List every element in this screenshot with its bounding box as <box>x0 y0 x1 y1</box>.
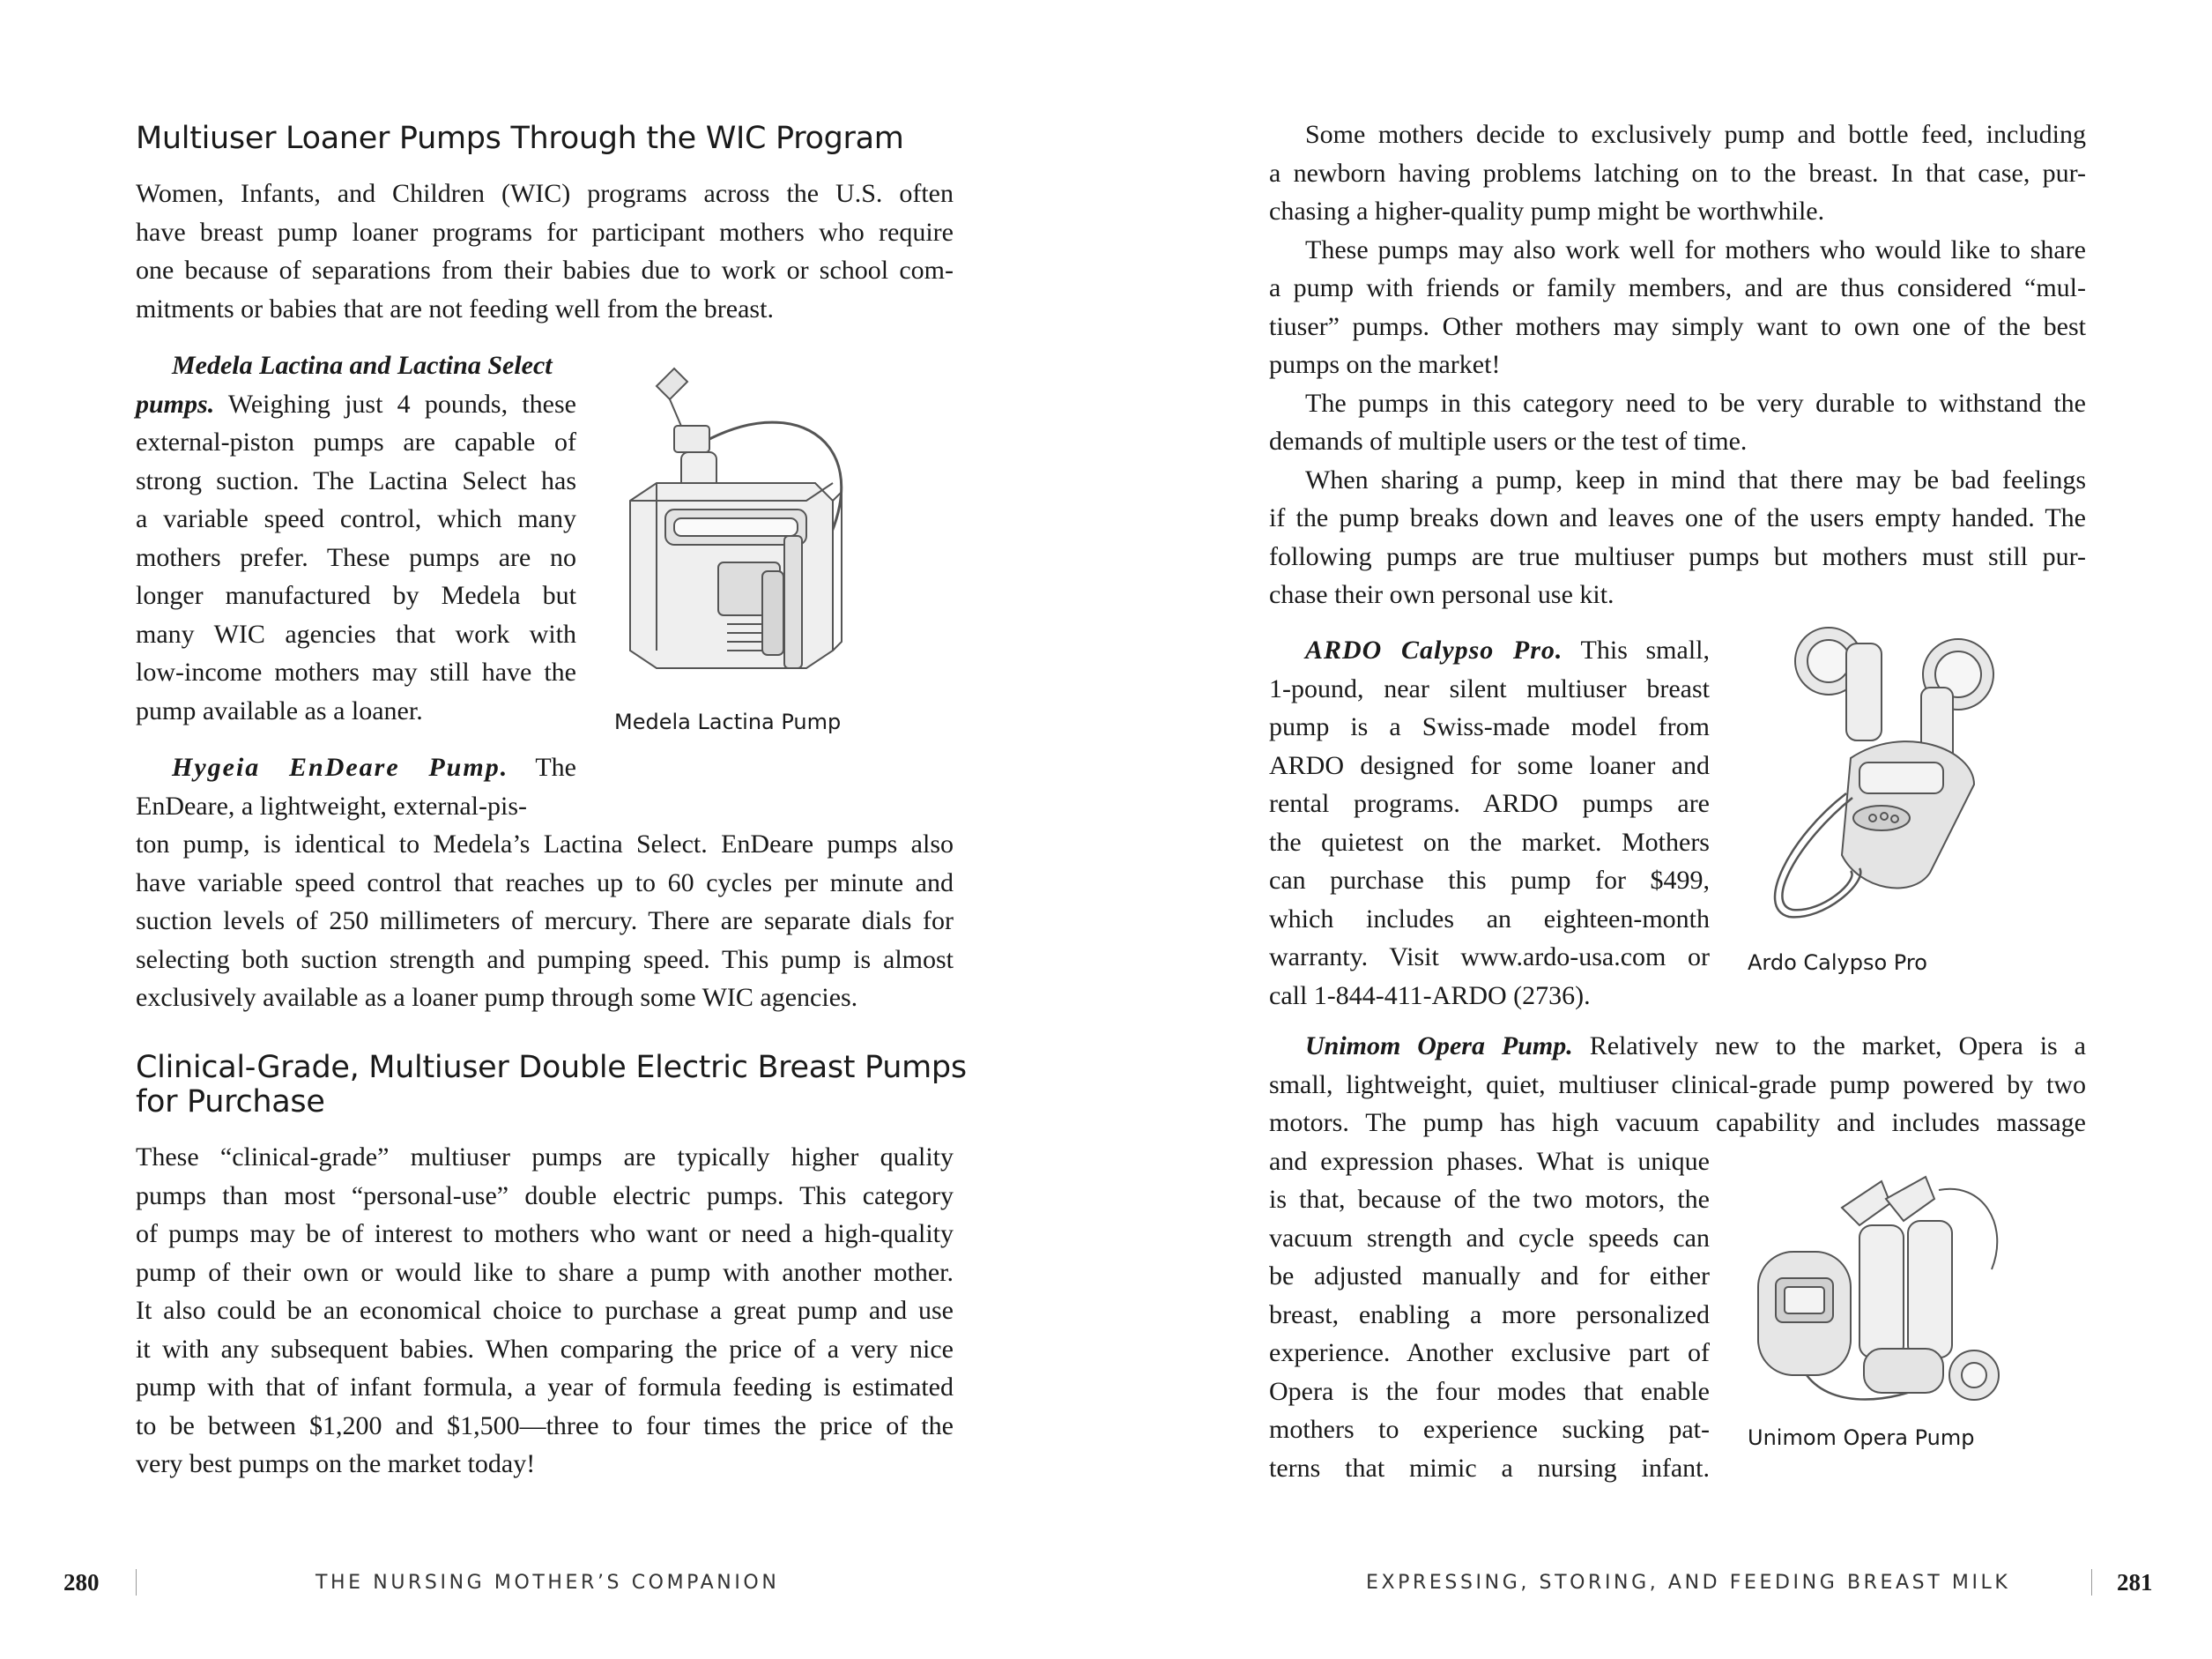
text-line: have breast pump loaner programs for participant mothers who require <box>136 217 954 247</box>
paragraph-ardo <box>1269 631 1710 1015</box>
text-line: The pumps in this category need to be very durable to withstand the <box>1305 388 2086 418</box>
text-line: it with any subsequent babies. When comparing the price of a very nice <box>136 1334 954 1364</box>
caption-unimom: Unimom Opera Pump <box>1748 1425 1975 1450</box>
text-line: ARDO designed for some loaner and <box>1269 750 1710 780</box>
text-line: one because of separations from their babies due to work or school com- <box>136 256 954 285</box>
paragraph-wic <box>136 175 954 328</box>
text-line: small, lightweight, quiet, multiuser clinical-grade pump powered by two <box>1269 1069 2086 1099</box>
text-line: It also could be an economical choice to purchase a great pump and use <box>136 1296 954 1325</box>
text-line: tiuser” pumps. Other mothers may simply want to own one of the best <box>1269 311 2086 341</box>
medela-lactina-pump-image <box>621 360 912 686</box>
text-line: if the pump breaks down and leaves one of the users empty handed. The <box>1269 503 2086 532</box>
text-line: rental programs. ARDO pumps are <box>1269 789 1710 818</box>
text-line: have variable speed control that reaches up to 60 cycles per minute and <box>136 867 954 897</box>
page-number-right: 281 <box>2117 1569 2153 1596</box>
text-line: These “clinical-grade” multiuser pumps are typically higher quality <box>136 1142 954 1172</box>
text-line: a variable speed control, which many <box>136 504 576 533</box>
text-line: These pumps may also work well for mothers who would like to share <box>1305 234 2086 264</box>
text-line: When sharing a pump, keep in mind that there may be bad feelings <box>1305 465 2086 495</box>
paragraph-hygeia <box>136 748 954 1017</box>
text-line: mothers to experience sucking pat- <box>1269 1415 1710 1444</box>
text-line <box>1269 1027 2086 1066</box>
text-line <box>136 385 576 424</box>
section-heading-wic: Multiuser Loaner Pumps Through the WIC Program <box>136 121 904 156</box>
text-line: experience. Another exclusive part of <box>1269 1338 1710 1367</box>
text-line <box>1269 631 1710 670</box>
text-line: motors. The pump has high vacuum capability and includes massage <box>1269 1108 2086 1137</box>
product-title-ardo: ARDO Calypso Pro. <box>1305 636 1563 665</box>
text-line: many WIC agencies that work with <box>136 619 576 649</box>
text-line: of pumps may be of interest to mothers who want or need a high-quality <box>136 1219 954 1248</box>
text-line: terns that mimic a nursing infant. <box>1269 1453 1710 1483</box>
caption-ardo: Ardo Calypso Pro <box>1748 950 1927 975</box>
running-head-left: THE NURSING MOTHER’S COMPANION <box>315 1572 780 1594</box>
text-line: to be between $1,200 and $1,500—three to four times the price of the <box>136 1410 954 1440</box>
text-line: Some mothers decide to exclusively pump and bottle feed, including <box>1305 120 2086 149</box>
running-head-right: EXPRESSING, STORING, AND FEEDING BREAST MILK <box>1366 1572 2011 1594</box>
text-line: mothers prefer. These pumps are no <box>136 542 576 572</box>
text-span: Relatively new to the market, Opera is a <box>1589 1031 2086 1060</box>
text-line: warranty. Visit www.ardo-usa.com or <box>1269 942 1710 971</box>
text-line: suction levels of 250 millimeters of mercury. There are separate dials for <box>136 906 954 935</box>
text-line: demands of multiple users or the test of time. <box>1269 427 1748 456</box>
paragraph-clinical <box>136 1138 954 1484</box>
heading-line: for Purchase <box>136 1084 325 1120</box>
footer-divider <box>2091 1569 2092 1596</box>
medela-lactina-pump-drawing <box>621 360 912 686</box>
text-line <box>136 748 576 787</box>
text-line: and expression phases. What is unique <box>1269 1146 1710 1176</box>
product-title-medela: Medela Lactina and Lactina Select <box>172 351 553 380</box>
text-line: longer manufactured by Medela but <box>136 581 576 610</box>
text-line: be adjusted manually and for either <box>1269 1261 1710 1291</box>
text-line: 1-pound, near silent multiuser breast <box>1269 673 1710 703</box>
paragraph-medela <box>136 346 576 730</box>
text-line: strong suction. The Lactina Select has <box>136 465 576 495</box>
text-line: ton pump, is identical to Medela’s Lactina Select. EnDeare pumps also <box>136 830 954 859</box>
text-line: chasing a higher-quality pump might be worthwhile. <box>1269 197 1825 226</box>
text-line: Opera is the four modes that enable <box>1269 1376 1710 1406</box>
text-line: breast, enabling a more personalized <box>1269 1299 1710 1329</box>
text-line: pumps than most “personal-use” double electric pumps. This category <box>136 1180 954 1210</box>
unimom-opera-pump-image <box>1754 1172 2014 1419</box>
text-line: pump is a Swiss-made model from <box>1269 712 1710 741</box>
text-line: the quietest on the market. Mothers <box>1269 827 1710 857</box>
text-line: low-income mothers may still have the <box>136 658 576 687</box>
text-line: chase their own personal use kit. <box>1269 580 1614 609</box>
ardo-calypso-pro-image <box>1754 617 2018 934</box>
text-line: is that, because of the two motors, the <box>1269 1185 1710 1214</box>
text-span: This small, <box>1580 636 1710 665</box>
unimom-opera-pump-drawing <box>1754 1172 2014 1419</box>
text-line: following pumps are true multiuser pumps but mothers must still pur- <box>1269 541 2086 571</box>
text-line: pump with that of infant formula, a year of formula feeding is estimated <box>136 1373 954 1402</box>
text-line: Women, Infants, and Children (WIC) programs across the U.S. often <box>136 179 954 208</box>
ardo-calypso-pro-drawing <box>1754 617 2018 934</box>
text-line: a newborn having problems latching on to the breast. In that case, pur- <box>1269 158 2086 188</box>
text-line: which includes an eighteen-month <box>1269 904 1710 934</box>
text-span: Weighing just 4 pounds, these <box>227 389 576 419</box>
caption-medela: Medela Lactina Pump <box>614 710 842 734</box>
text-line: pump of their own or would like to share a pump with another mother. <box>136 1257 954 1287</box>
text-line: exclusively available as a loaner pump through some WIC agencies. <box>136 983 858 1012</box>
section-heading-clinical <box>136 1051 967 1120</box>
page-number-left: 280 <box>63 1569 100 1596</box>
text-line: can purchase this pump for $499, <box>1269 866 1710 895</box>
text-line: external-piston pumps are capable of <box>136 428 576 457</box>
text-line: pumps on the market! <box>1269 350 1501 379</box>
text-line: very best pumps on the market today! <box>136 1449 536 1478</box>
right-page <box>1106 0 2212 1659</box>
text-line: selecting both suction strength and pumping speed. This pump is almost <box>136 944 954 974</box>
paragraph-intro <box>1269 115 2086 614</box>
text-line: mitments or babies that are not feeding well from the breast. <box>136 294 774 324</box>
text-line: EnDeare, a lightweight, external-pis- <box>136 791 527 821</box>
heading-line: Clinical-Grade, Multiuser Double Electric Breast Pumps <box>136 1050 967 1085</box>
product-title-medela-end: pumps. <box>136 389 215 419</box>
text-line: a pump with friends or family members, and are thus considered “mul- <box>1269 273 2086 302</box>
text-line: pump available as a loaner. <box>136 696 423 725</box>
text-line: call 1-844-411-ARDO (2736). <box>1269 980 1591 1010</box>
product-title-hygeia: Hygeia EnDeare Pump. <box>172 753 509 782</box>
text-span: The <box>535 753 576 782</box>
text-line: vacuum strength and cycle speeds can <box>1269 1223 1710 1253</box>
footer-divider <box>136 1569 137 1596</box>
product-title-unimom: Unimom Opera Pump. <box>1305 1031 1573 1060</box>
